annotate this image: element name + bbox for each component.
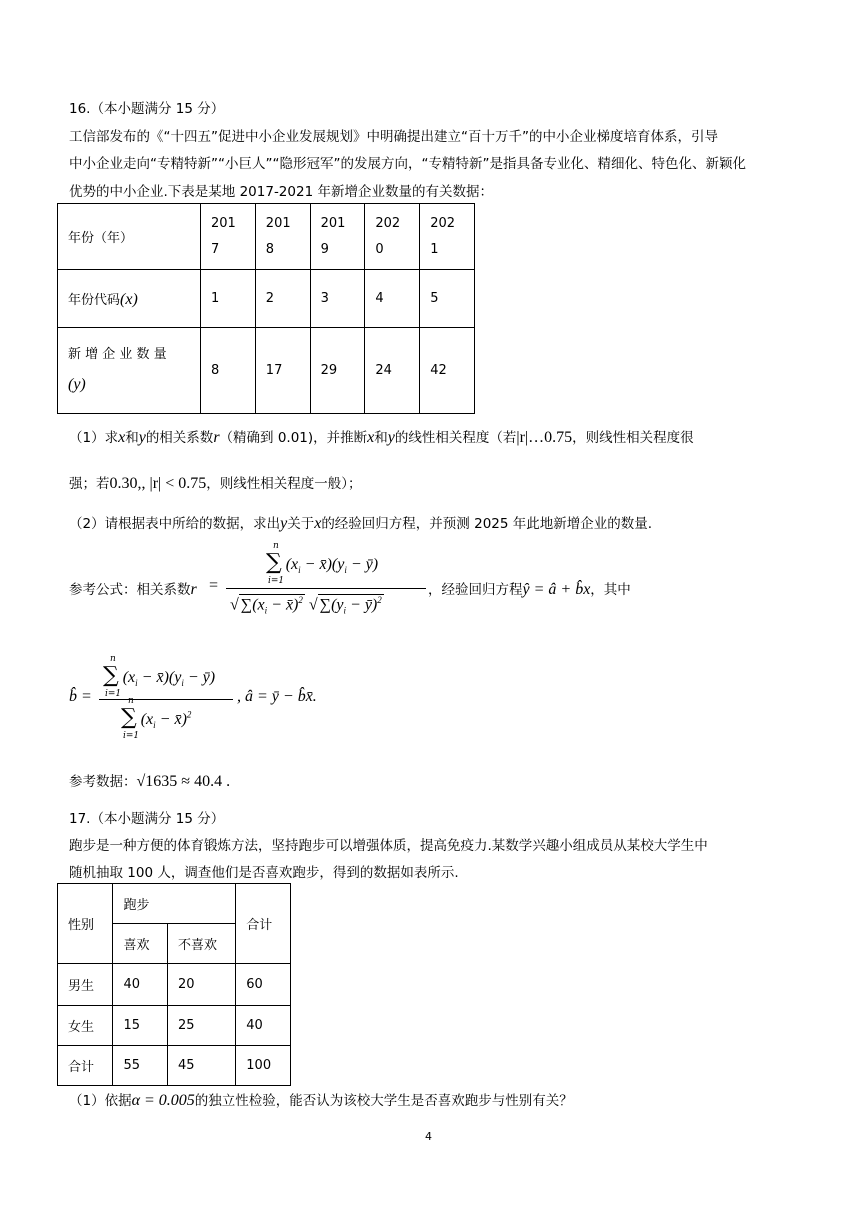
q16-text-line2: 中小企业走向“专精特新”“小巨人”“隐形冠军”的发展方向，“专精特新”是指具备专业化、精细化、特色化、新颖化 [69,156,746,172]
code-cell: 1 [201,270,256,328]
year-cell: 201 8 [255,204,310,270]
q16-part1-line2: 强；若0.30,, |r| < 0.75，则线性相关程度一般）； [69,475,362,492]
row-label: 女生 [58,1006,113,1046]
q16-part2: （2）请根据表中所给的数据，求出y关于x的经验回归方程，并预测 2025 年此地新增企业的数量. [69,515,653,532]
q17-contingency-table [57,883,291,1086]
table-row [58,1046,291,1086]
year-cell: 201 7 [201,204,256,270]
code-cell: 4 [365,270,420,328]
slope-formula: b̂ = ∑ n i=1 ($x_i$ − $x̄)(y_i$ − ȳ) ∑ n i=1 ($x_i$ − x̄)$^2$ , â = ȳ − b̂x̄. [69,654,317,741]
like-cell: 40 [113,964,168,1006]
dislike-cell: 45 [167,1046,235,1086]
count-cell: 42 [420,328,475,414]
total-cell: 40 [236,1006,291,1046]
table-header-code: 年份代码(x) [58,270,201,328]
count-cell: 24 [365,328,420,414]
code-cell: 2 [255,270,310,328]
code-cell: 3 [310,270,365,328]
year-cell: 202 1 [420,204,475,270]
q17-header: 17.（本小题满分 15 分） [69,811,225,827]
page-number: 4 [425,1130,432,1143]
q17-text-line2: 随机抽取 100 人，调查他们是否喜欢跑步，得到的数据如表所示. [69,865,459,881]
q16-part1-line1: （1）求x和y的相关系数r（精确到 0.01)，并推断x和y的线性相关程度（若|r|…0.75，则线性相关程度很 [69,429,694,446]
code-cell: 5 [420,270,475,328]
formula-label: 参考公式：相关系数r [69,581,197,598]
table-header-year: 年份（年） [58,204,201,270]
like-cell: 55 [113,1046,168,1086]
table-header-total: 合计 [236,884,291,964]
table-header-gender: 性别 [58,884,113,964]
count-cell: 8 [201,328,256,414]
table-row [58,964,291,1006]
count-cell: 17 [255,328,310,414]
reference-data: 参考数据：√1635 ≈ 40.4 . [69,773,231,790]
like-cell: 15 [113,1006,168,1046]
row-label: 合计 [58,1046,113,1086]
table-row [58,1006,291,1046]
row-label: 男生 [58,964,113,1006]
dislike-cell: 20 [167,964,235,1006]
year-cell: 202 0 [365,204,420,270]
q16-header: 16.（本小题满分 15 分） [69,101,225,117]
count-cell: 29 [310,328,365,414]
q17-part1: （1）依据α = 0.005的独立性检验，能否认为该校大学生是否喜欢跑步与性别有关？ [69,1092,573,1109]
regression-label: ，经验回归方程ŷ = â + b̂x，其中 [428,581,631,598]
q16-data-table [57,203,475,414]
table-header-like: 喜欢 [113,924,168,964]
table-header-dislike: 不喜欢 [167,924,235,964]
dislike-cell: 25 [167,1006,235,1046]
q16-text-line1: 工信部发布的《“十四五”促进中小企业发展规划》中明确提出建立“百十万千”的中小企业梯度培育体系，引导 [69,129,718,145]
q17-text-line1: 跑步是一种方便的体育锻炼方法，坚持跑步可以增强体质，提高免疫力.某数学兴趣小组成员从某校大学生中 [69,838,708,854]
table-header-count: 新 增 企 业 数 量 (y) [58,328,201,414]
table-header-running: 跑步 [113,884,236,924]
total-cell: 100 [236,1046,291,1086]
total-cell: 60 [236,964,291,1006]
q16-text-line3: 优势的中小企业.下表是某地 2017-2021 年新增企业数量的有关数据： [69,184,493,200]
year-cell: 201 9 [310,204,365,270]
correlation-formula: = ∑ n i=1 ($x_i$ − $x̄)(y_i$ − ȳ) √ $\sum(x_i$ − x̄)$^2$ √ $\sum(y_i$ − ȳ)$^2$ [208,544,426,634]
